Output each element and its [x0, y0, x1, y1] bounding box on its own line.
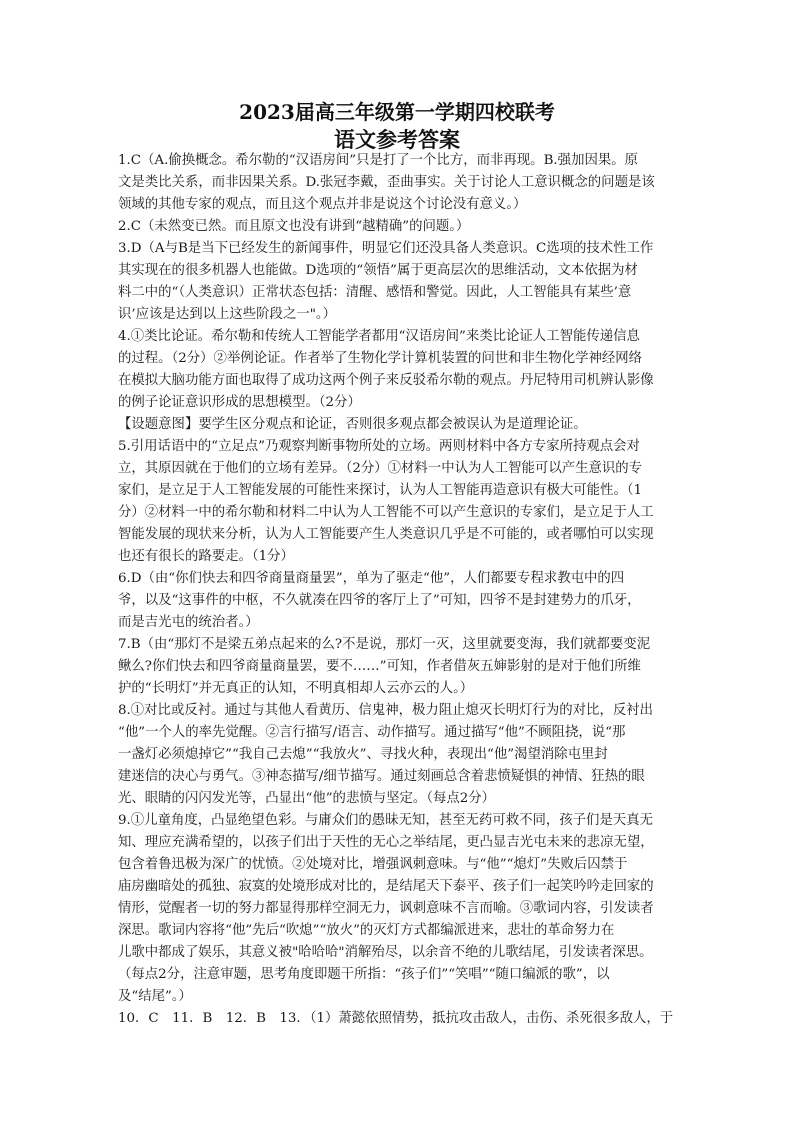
answer-line: 1.C（A.偷换概念。希尔勒的“汉语房间”只是打了一个比方，而非再现。B.强加因果。原 — [118, 153, 639, 168]
answer-line: 文是类比关系，而非因果关系。D.张冠李戴，歪曲事实。关于讨论人工意识概念的问题是该 — [118, 175, 655, 190]
answer-line: 识’应该是达到以上这些阶段之一"。） — [118, 307, 336, 322]
answer-body — [118, 150, 678, 1030]
answer-line: 爷，以及“这事件的中枢，不久就凑在四爷的客厅上了”可知，四爷不是封建势力的爪牙， — [118, 593, 641, 608]
answer-line: 其实现在的很多机器人也能做。D选项的“领悟”属于更高层次的思维活动，文本依据为材 — [118, 263, 638, 278]
answer-line: 而是吉光屯的统治者。） — [118, 615, 259, 630]
answer-line: 儿歌中都成了娱乐，其意义被"哈哈哈"消解殆尽，以余音不绝的儿歌结尾，引发读者深思。 — [118, 945, 653, 960]
answer-line: 立，其原因就在于他们的立场有差异。（2分）①材料一中认为人工智能可以产生意识的专 — [118, 461, 643, 476]
answer-line: 的过程。（2分）②举例论证。作者举了生物化学计算机装置的问世和非生物化学神经网络 — [118, 351, 643, 366]
answer-line: 4.①类比论证。希尔勒和传统人工智能学者都用“汉语房间”来类比论证人工智能传递信息 — [118, 329, 640, 344]
answer-line: 8.①对比或反衬。通过与其他人看黄历、信鬼神，极力阻止熄灭长明灯行为的对比，反衬出 — [118, 703, 654, 718]
answer-line: 料二中的“（人类意识）正常状态包括：清醒、感悟和警觉。因此，人工智能具有某些’意 — [118, 285, 632, 300]
answer-line: 10．C 11．B 12．B 13．（1）萧懿依照情势，抵抗攻击敌人，击伤、杀死很多敌人，于 — [118, 1011, 674, 1026]
answer-line: 9.①儿童角度，凸显绝望色彩。与庸众们的愚昧无知，甚至无药可救不同，孩子们是天真无 — [118, 813, 654, 828]
answer-line: 家们，是立足于人工智能发展的可能性来探讨，认为人工智能再造意识有极大可能性。（1 — [118, 483, 643, 498]
answer-line: （每点2分，注意审题，思考角度即题干所指：“孩子们”“笑唱”“随口编派的歌”，以 — [118, 967, 610, 982]
answer-line: 及“结尾”。） — [118, 989, 192, 1004]
answer-line: 知、理应充满希望的，以孩子们出于天性的无心之举结尾，更凸显吉光屯未来的悲凉无望， — [118, 835, 654, 850]
answer-line: 在模拟大脑功能方面也取得了成功这两个例子来反驳希尔勒的观点。丹尼特用司机辨认影像 — [118, 373, 654, 388]
answer-line: 领域的其他专家的观点，而且这个观点并非是说这个讨论没有意义。） — [118, 197, 527, 212]
answer-line: 护的“长明灯”并无真正的认知，不明真相却人云亦云的人。） — [118, 681, 474, 696]
answer-line: “他”一个人的率先觉醒。②言行描写/语言、动作描写。通过描写“他”不顾阻挠，说“那 — [118, 725, 626, 740]
answer-line: 7.B（由“那灯不是梁五弟点起来的么?不是说，那灯一灭，这里就要变海，我们就都要变泥 — [118, 637, 651, 652]
answer-line: 深思。歌词内容将“他”先后“吹熄”“放火”的灭灯方式都编派进来，悲壮的革命努力在 — [118, 923, 615, 938]
answer-line: 包含着鲁迅极为深广的忧愤。②处境对比，增强讽刺意味。与“他”“熄灯”失败后囚禁于 — [118, 857, 628, 872]
answer-line: 也还有很长的路要走。（1分） — [118, 549, 294, 564]
answer-line: 5.引用话语中的“立足点”乃观察判断事物所处的立场。两则材料中各方专家所持观点会对 — [118, 439, 640, 454]
answer-line: 智能发展的现状来分析，认为人工智能要产生人类意识几乎是不可能的，或者哪怕可以实现 — [118, 527, 654, 542]
answer-line: 【设题意图】要学生区分观点和论证，否则很多观点都会被误认为是道理论证。 — [118, 417, 587, 432]
answer-line: 建迷信的决心与勇气。③神态描写/细节描写。通过刻画总含着悲愤疑惧的神情、狂热的眼 — [118, 769, 645, 784]
answer-key-title: 语文参考答案 — [334, 127, 460, 152]
answer-line: 6.D（由“你们快去和四爷商量商量罢”，单为了驱走“他”，人们都要专程求教屯中的四 — [118, 571, 625, 586]
answer-line: 的例子论证意识形成的思想模型。（2分） — [118, 395, 361, 410]
answer-line: 鳅么?你们快去和四爷商量商量罢，要不……”可知，作者借灰五婶影射的是对于他们所维 — [118, 659, 641, 674]
answer-line: 一盏灯必须熄掉它”“我自己去熄”“我放火”、寻找火种，表现出“他”渴望消除屯里封 — [118, 747, 608, 762]
answer-line: 2.C（未然变已然。而且原文也没有讲到“越精确”的问题。） — [118, 219, 470, 234]
answer-line: 庙房幽暗处的孤独、寂寞的处境形成对比的，是结尾天下泰平、孩子们一起笑吟吟走回家的 — [118, 879, 654, 894]
exam-title: 2023届高三年级第一学期四校联考 — [239, 100, 555, 124]
answer-line: 分）②材料一中的希尔勒和材料二中认为人工智能不可以产生意识的专家们，是立足于人工 — [118, 505, 654, 520]
answer-line: 情形，觉醒者一切的努力都显得那样空洞无力，讽刺意味不言而喻。③歌词内容，引发读者 — [118, 901, 654, 916]
answer-line: 3.D（A与B是当下已经发生的新闻事件，明显它们还没具备人类意识。C选项的技术性工作 — [118, 241, 654, 256]
answer-line: 光、眼睛的闪闪发光等，凸显出“他”的悲愤与坚定。（每点2分） — [118, 791, 496, 806]
